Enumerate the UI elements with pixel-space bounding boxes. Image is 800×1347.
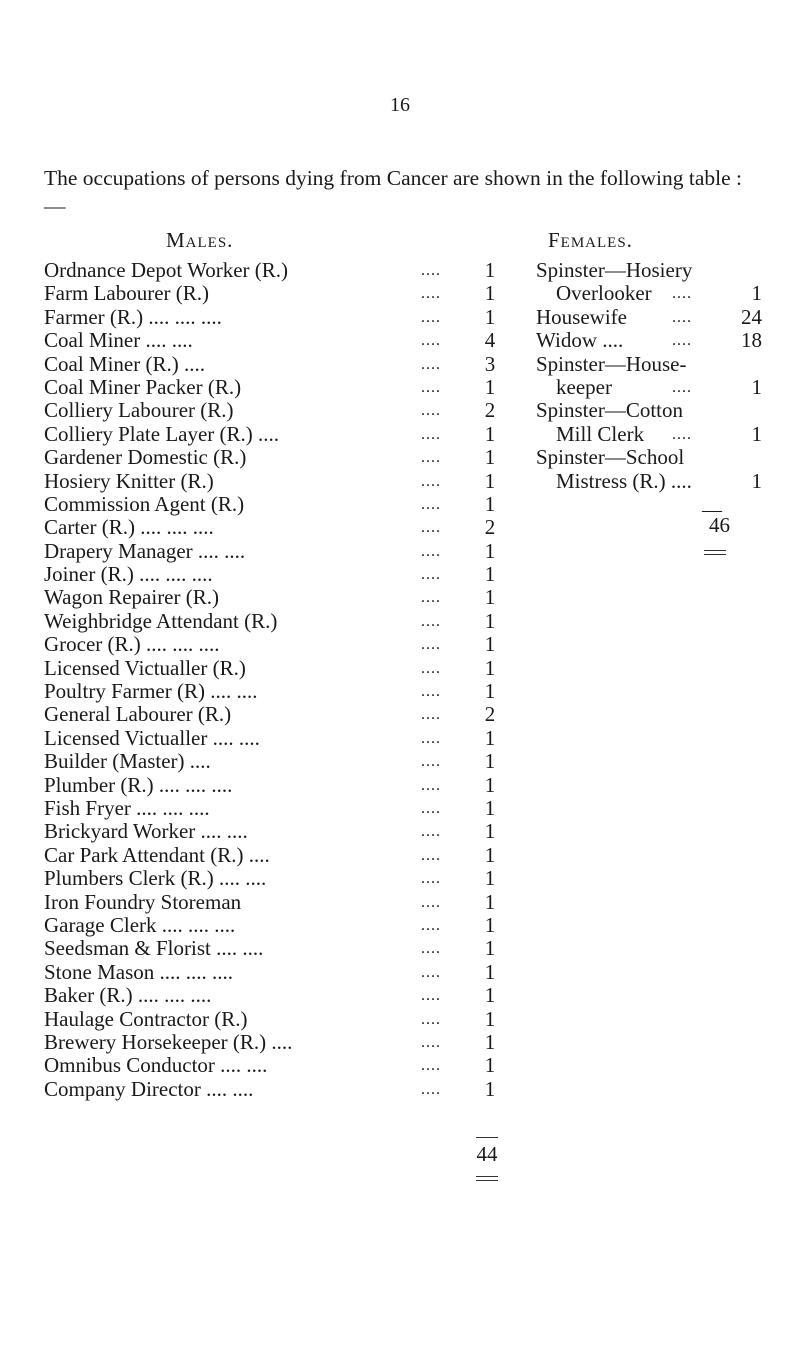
occupation: Haulage Contractor (R.) <box>44 1006 248 1031</box>
leader-dots: .... <box>421 1010 441 1028</box>
count: 1 <box>484 562 496 587</box>
count: 2 <box>484 398 496 423</box>
count: 1 <box>484 936 496 961</box>
occupation: Ordnance Depot Worker (R.) <box>44 258 289 282</box>
leader-dots: .... <box>672 425 692 443</box>
males-total: 44 <box>476 1142 498 1166</box>
occupation: keeper <box>556 374 612 399</box>
table-row <box>536 470 766 493</box>
leader-dots: .... <box>421 1033 441 1051</box>
leader-dots: .... <box>421 262 441 279</box>
count: 1 <box>484 866 496 891</box>
occupation: Mill Clerk <box>556 421 645 446</box>
females-total-double-rule <box>704 550 726 555</box>
table-row <box>44 1054 504 1077</box>
leader-dots: .... <box>421 332 441 350</box>
occupation: Garage Clerk .... .... .... <box>44 912 236 937</box>
count: 1 <box>484 795 496 820</box>
count: 1 <box>484 608 496 633</box>
intro-paragraph: The occupations of persons dying from Cancer are shown in the following table :— <box>44 166 742 218</box>
count: 4 <box>484 328 496 353</box>
table-row <box>44 306 504 329</box>
leader-dots: .... <box>421 823 441 841</box>
occupation: Poultry Farmer (R) .... .... <box>44 679 258 704</box>
table-row <box>536 353 766 376</box>
table-row <box>44 750 504 773</box>
occupation: Carter (R.) .... .... .... <box>44 515 214 540</box>
table-row <box>44 1008 504 1031</box>
count: 1 <box>484 585 496 610</box>
count: 1 <box>484 889 496 914</box>
females-total-rule: — <box>702 499 722 521</box>
table-row <box>44 446 504 469</box>
count: 1 <box>751 421 762 446</box>
count: 1 <box>484 819 496 844</box>
leader-dots: .... <box>421 285 441 303</box>
leader-dots: .... <box>672 285 692 303</box>
count: 1 <box>484 445 496 470</box>
leader-dots: .... <box>421 589 441 607</box>
occupation: Fish Fryer .... .... .... <box>44 795 210 820</box>
occupation: Spinster—House- <box>536 351 687 376</box>
leader-dots: .... <box>421 963 441 981</box>
leader-dots: .... <box>421 683 441 701</box>
table-row <box>44 633 504 656</box>
table-row <box>44 329 504 352</box>
table-row <box>536 399 766 422</box>
count: 1 <box>484 749 496 774</box>
table-row <box>44 282 504 305</box>
table-row <box>44 937 504 960</box>
table-row <box>44 399 504 422</box>
occupation: Wagon Repairer (R.) <box>44 585 219 610</box>
count: 1 <box>484 725 496 750</box>
count: 24 <box>741 304 762 329</box>
leader-dots: .... <box>421 402 441 420</box>
table-row <box>44 657 504 680</box>
leader-dots: .... <box>421 893 441 911</box>
occupation: Builder (Master) .... <box>44 749 211 774</box>
males-heading: Males. <box>166 228 234 252</box>
table-row <box>536 423 766 446</box>
occupation: Licensed Victualler .... .... <box>44 725 260 750</box>
table-row <box>536 446 766 469</box>
leader-dots: .... <box>421 870 441 888</box>
count: 1 <box>484 281 496 306</box>
leader-dots: .... <box>421 659 441 677</box>
leader-dots: .... <box>421 799 441 817</box>
count: 1 <box>751 281 762 306</box>
count: 1 <box>484 1006 496 1031</box>
count: 1 <box>484 632 496 657</box>
leader-dots: .... <box>421 729 441 747</box>
leader-dots: .... <box>421 308 441 326</box>
occupation: Colliery Labourer (R.) <box>44 398 234 423</box>
females-table <box>536 259 766 493</box>
table-row <box>44 703 504 726</box>
table-row <box>44 1031 504 1054</box>
table-row <box>536 306 766 329</box>
occupation: Coal Miner .... .... <box>44 328 193 353</box>
occupation: Coal Miner (R.) .... <box>44 351 205 376</box>
count: 1 <box>484 912 496 937</box>
occupation: Farmer (R.) .... .... .... <box>44 304 222 329</box>
occupation: Farm Labourer (R.) <box>44 281 210 306</box>
leader-dots: .... <box>421 846 441 864</box>
females-total: 46 <box>709 513 730 537</box>
count: 1 <box>484 1076 496 1101</box>
leader-dots: .... <box>421 987 441 1005</box>
table-row <box>44 914 504 937</box>
leader-dots: .... <box>421 425 441 443</box>
count: 1 <box>484 959 496 984</box>
leader-dots: .... <box>421 566 441 584</box>
table-row <box>44 961 504 984</box>
count: 1 <box>484 374 496 399</box>
occupation: Grocer (R.) .... .... .... <box>44 632 220 657</box>
count: 1 <box>484 258 496 282</box>
occupation: Baker (R.) .... .... .... <box>44 983 212 1008</box>
count: 2 <box>484 702 496 727</box>
occupation: Widow .... <box>536 328 624 353</box>
table-row <box>44 820 504 843</box>
table-row <box>536 259 766 282</box>
occupation: Brickyard Worker .... .... <box>44 819 248 844</box>
occupation: Omnibus Conductor .... .... <box>44 1053 268 1078</box>
table-row <box>44 353 504 376</box>
males-total-rule <box>476 1137 498 1138</box>
leader-dots: .... <box>421 1080 441 1098</box>
males-table <box>44 259 504 1101</box>
table-row <box>44 423 504 446</box>
count: 1 <box>484 491 496 516</box>
leader-dots: .... <box>421 519 441 537</box>
table-row <box>44 470 504 493</box>
leader-dots: .... <box>421 355 441 373</box>
leader-dots: .... <box>421 378 441 396</box>
leader-dots: .... <box>421 753 441 771</box>
leader-dots: .... <box>421 776 441 794</box>
count: 1 <box>751 468 762 493</box>
occupation: Seedsman & Florist .... .... <box>44 936 264 961</box>
count: 1 <box>484 679 496 704</box>
count: 18 <box>741 328 762 353</box>
occupation: Overlooker <box>556 281 652 306</box>
count: 1 <box>484 538 496 563</box>
table-row <box>44 1078 504 1101</box>
occupation: Brewery Horsekeeper (R.) .... <box>44 1029 293 1054</box>
leader-dots: .... <box>421 636 441 654</box>
occupation: Coal Miner Packer (R.) <box>44 374 242 399</box>
leader-dots: .... <box>421 449 441 467</box>
occupation: Weighbridge Attendant (R.) <box>44 608 278 633</box>
leader-dots: .... <box>421 1057 441 1075</box>
count: 1 <box>484 772 496 797</box>
table-row <box>536 282 766 305</box>
leader-dots: .... <box>421 495 441 513</box>
occupation: Joiner (R.) .... .... .... <box>44 562 213 587</box>
table-row <box>44 774 504 797</box>
count: 1 <box>484 983 496 1008</box>
count: 3 <box>484 351 496 376</box>
count: 1 <box>484 655 496 680</box>
occupation: Spinster—School <box>536 445 685 470</box>
occupation: Company Director .... .... <box>44 1076 254 1101</box>
females-heading: Females. <box>548 228 633 252</box>
count: 1 <box>484 842 496 867</box>
occupation: Licensed Victualler (R.) <box>44 655 246 680</box>
occupation: Plumbers Clerk (R.) .... .... <box>44 866 267 891</box>
occupation: Plumber (R.) .... .... .... <box>44 772 233 797</box>
table-row <box>536 376 766 399</box>
table-row <box>44 540 504 563</box>
count: 2 <box>484 515 496 540</box>
count: 1 <box>484 468 496 493</box>
leader-dots: .... <box>672 308 692 326</box>
occupation: General Labourer (R.) <box>44 702 232 727</box>
occupation: Drapery Manager .... .... <box>44 538 246 563</box>
table-row <box>44 586 504 609</box>
count: 1 <box>484 421 496 446</box>
count: 1 <box>484 304 496 329</box>
table-row <box>536 329 766 352</box>
leader-dots: .... <box>421 916 441 934</box>
leader-dots: .... <box>672 332 692 350</box>
occupation: Hosiery Knitter (R.) <box>44 468 214 493</box>
leader-dots: .... <box>421 472 441 490</box>
occupation: Mistress (R.) .... <box>556 468 692 493</box>
occupation: Stone Mason .... .... .... <box>44 959 233 984</box>
page-number: 16 <box>390 94 410 116</box>
occupation: Housewife <box>536 304 627 329</box>
count: 1 <box>751 374 762 399</box>
leader-dots: .... <box>672 378 692 396</box>
occupation: Car Park Attendant (R.) .... <box>44 842 270 867</box>
occupation: Gardener Domestic (R.) <box>44 445 247 470</box>
leader-dots: .... <box>421 940 441 958</box>
leader-dots: .... <box>421 706 441 724</box>
table-row <box>44 797 504 820</box>
table-row <box>44 844 504 867</box>
occupation: Commission Agent (R.) <box>44 491 245 516</box>
table-row <box>44 727 504 750</box>
occupation: Colliery Plate Layer (R.) .... <box>44 421 280 446</box>
table-row <box>44 891 504 914</box>
table-row <box>44 493 504 516</box>
table-row <box>44 984 504 1007</box>
table-row <box>44 610 504 633</box>
occupation: Iron Foundry Storeman <box>44 889 242 914</box>
leader-dots: .... <box>421 542 441 560</box>
table-row <box>44 516 504 539</box>
table-row <box>44 259 504 282</box>
count: 1 <box>484 1053 496 1078</box>
leader-dots: .... <box>421 612 441 630</box>
occupation: Spinster—Cotton <box>536 398 684 423</box>
table-row <box>44 376 504 399</box>
occupation: Spinster—Hosiery <box>536 258 693 282</box>
table-row <box>44 563 504 586</box>
table-row <box>44 680 504 703</box>
males-total-double-rule <box>476 1176 498 1181</box>
table-row <box>44 867 504 890</box>
count: 1 <box>484 1029 496 1054</box>
